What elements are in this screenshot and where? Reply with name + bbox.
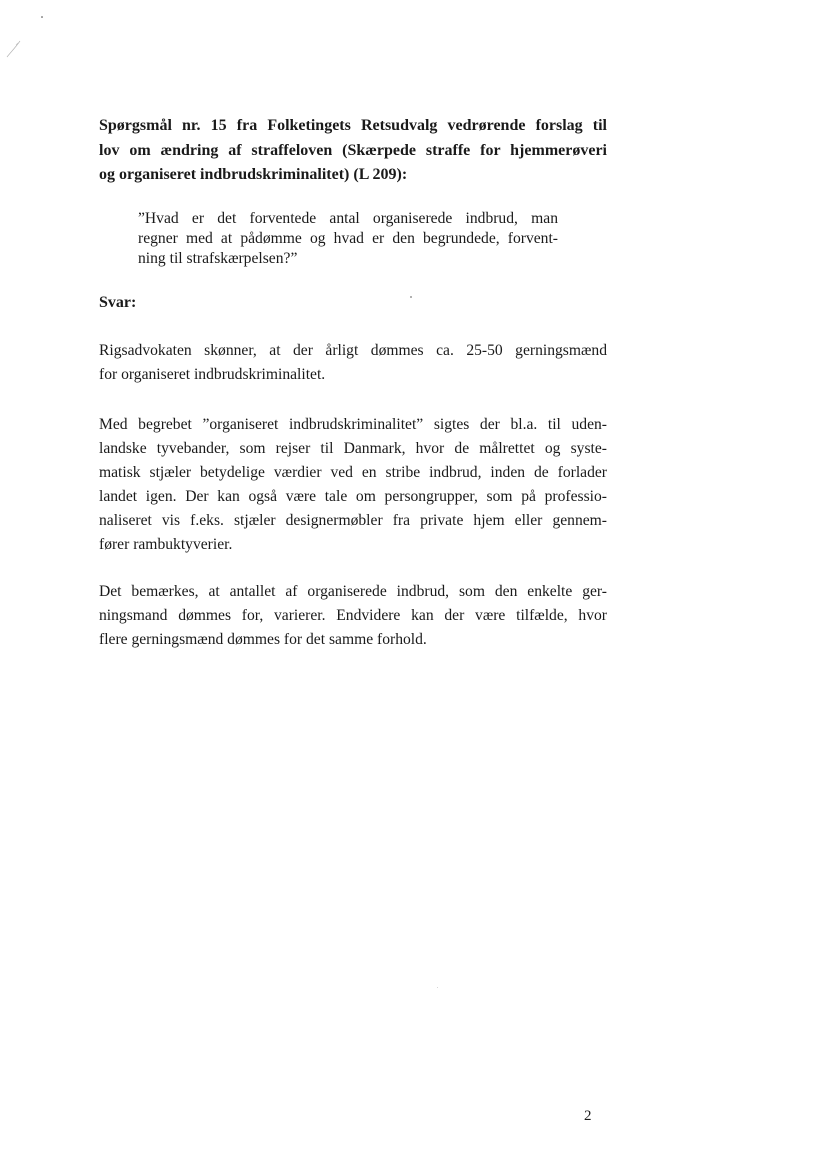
answer-paragraph-2 [99, 413, 607, 557]
paragraph-line: matisk stjæler betydelige værdier ved en stribe indbrud, inden de forlader [99, 464, 607, 481]
scan-mark [6, 36, 24, 58]
question-line: regner med at pådømme og hvad er den begrundede, forvent- [138, 230, 558, 247]
title-line: Spørgsmål nr. 15 fra Folketingets Retsudvalg vedrørende forslag til [99, 117, 607, 134]
title-line: lov om ændring af straffeloven (Skærpede straffe for hjemmerøveri [99, 141, 607, 159]
scan-speck [41, 16, 43, 18]
paragraph-line: landske tyvebander, som rejser til Danmark, hvor de målrettet og syste- [99, 440, 607, 457]
paragraph-line: Det bemærkes, at antallet af organiserede indbrud, som den enkelte ger- [99, 583, 607, 600]
paragraph-line: fører rambuktyverier. [99, 536, 233, 553]
scan-speck [437, 987, 438, 988]
page-number: 2 [584, 1108, 592, 1124]
question-quote [138, 209, 558, 269]
title-line: og organiseret indbrudskriminalitet) (L 209): [99, 166, 408, 183]
question-line: ning til strafskærpelsen?” [138, 250, 298, 267]
answer-paragraph-3 [99, 580, 607, 652]
answer-heading: Svar: [99, 294, 137, 311]
paragraph-line: ningsmand dømmes for, varierer. Endvidere kan der være tilfælde, hvor [99, 607, 607, 624]
paragraph-line: Rigsadvokaten skønner, at der årligt dømmes ca. 25-50 gerningsmænd [99, 342, 607, 359]
paragraph-line: flere gerningsmænd dømmes for det samme forhold. [99, 631, 427, 648]
document-title [99, 114, 607, 188]
answer-paragraph-1 [99, 339, 607, 387]
paragraph-line: landet igen. Der kan også være tale om persongrupper, som på professio- [99, 488, 607, 505]
paragraph-line: for organiseret indbrudskriminalitet. [99, 366, 326, 383]
question-line: ”Hvad er det forventede antal organiserede indbrud, man [138, 210, 558, 227]
paragraph-line: naliseret vis f.eks. stjæler designermøbler fra private hjem eller gennem- [99, 512, 607, 529]
paragraph-line: Med begrebet ”organiseret indbrudskriminalitet” sigtes der bl.a. til uden- [99, 416, 607, 433]
